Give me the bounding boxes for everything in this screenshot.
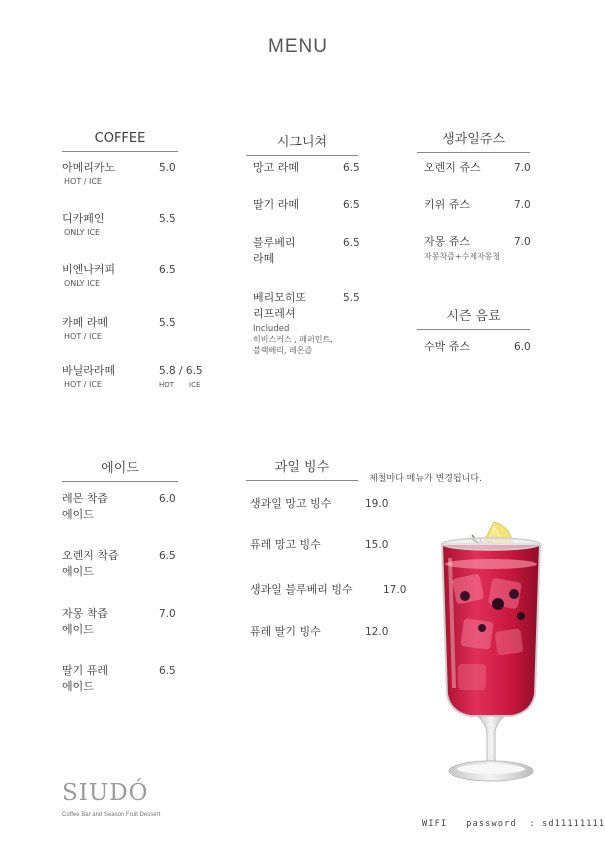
item-sub: HOT / ICE bbox=[64, 177, 102, 186]
item-price: 6.5 bbox=[343, 199, 360, 211]
wifi-label: WIFI bbox=[422, 819, 448, 829]
item-price: 5.0 bbox=[159, 162, 176, 174]
item-price: 5.8 / 6.5 bbox=[159, 365, 203, 377]
item-name: 에이드 bbox=[62, 565, 94, 578]
item-name: 딸기 퓨레 bbox=[62, 664, 109, 677]
item-price: 7.0 bbox=[159, 608, 176, 620]
item-price: 6.0 bbox=[514, 341, 531, 353]
bingsu-note: 제철마다 메뉴가 변경됩니다. bbox=[369, 474, 482, 484]
item-name: 딸기 라떼 bbox=[253, 198, 300, 211]
item-price: 6.5 bbox=[159, 550, 176, 562]
wifi-separator: : bbox=[529, 819, 536, 829]
item-price: 6.5 bbox=[159, 264, 176, 276]
item-sub: ONLY ICE bbox=[64, 279, 101, 288]
coffee-heading: COFFEE bbox=[62, 131, 178, 152]
page-title: MENU bbox=[268, 36, 328, 57]
item-name: 생과일 망고 빙수 bbox=[250, 497, 332, 510]
item-price: 5.5 bbox=[159, 317, 176, 329]
item-name: 레몬 착즙 bbox=[62, 492, 109, 505]
item-price: 6.0 bbox=[159, 493, 176, 505]
item-note: Included bbox=[253, 324, 290, 334]
item-note: 히비스커스 , 페퍼민트, bbox=[253, 335, 333, 344]
item-name: 생과일 블루베리 빙수 bbox=[250, 583, 353, 596]
red-drink-glass-image bbox=[432, 518, 550, 788]
item-name: 베리모히또 bbox=[253, 291, 307, 304]
item-price: 7.0 bbox=[514, 162, 531, 174]
wifi-password-label: password bbox=[466, 819, 517, 829]
item-name: 블루베리 bbox=[253, 236, 296, 249]
item-price: 15.0 bbox=[365, 539, 389, 551]
fresh-juice-heading: 생과일쥬스 bbox=[417, 128, 530, 153]
item-name: 망고 라떼 bbox=[253, 161, 300, 174]
item-name: 디카페인 bbox=[62, 212, 105, 225]
item-name: 오렌지 착즙 bbox=[62, 549, 119, 562]
item-name: 아메리카노 bbox=[62, 161, 116, 174]
item-name: 비엔나커피 bbox=[62, 263, 116, 276]
brand-logo: SIUDÓ bbox=[62, 780, 149, 806]
item-name: 리프레셔 bbox=[253, 307, 296, 320]
item-name: 퓨레 망고 빙수 bbox=[250, 538, 321, 551]
item-price: 19.0 bbox=[365, 498, 389, 510]
item-sub: 자몽착즙+수제자몽청 bbox=[424, 252, 501, 261]
item-name: 오렌지 쥬스 bbox=[424, 161, 481, 174]
item-name: 자몽 쥬스 bbox=[424, 235, 471, 248]
bingsu-heading: 과일 빙수 bbox=[246, 456, 358, 481]
price-hot-label: HOT bbox=[159, 381, 175, 389]
brand-tagline: Coffee Bar and Season Fruit Dessert bbox=[62, 812, 161, 818]
wifi-info bbox=[422, 819, 605, 829]
item-price: 5.5 bbox=[159, 213, 176, 225]
item-price: 5.5 bbox=[343, 292, 360, 304]
season-drink-heading: 시즌 음료 bbox=[417, 305, 530, 330]
item-name: 카페 라떼 bbox=[62, 316, 109, 329]
item-name: 바닐라라떼 bbox=[62, 364, 116, 377]
price-ice-label: ICE bbox=[189, 381, 201, 389]
item-name: 에이드 bbox=[62, 508, 94, 521]
item-name: 키위 쥬스 bbox=[424, 198, 471, 211]
item-sub: ONLY ICE bbox=[64, 228, 101, 237]
signature-heading: 시그니쳐 bbox=[246, 131, 358, 156]
item-name: 라떼 bbox=[253, 252, 275, 265]
item-sub: HOT / ICE bbox=[64, 380, 102, 389]
item-sub: HOT / ICE bbox=[64, 332, 102, 341]
item-note: 블랙베리, 레몬즙 bbox=[253, 346, 313, 355]
item-name: 에이드 bbox=[62, 680, 94, 693]
ade-heading: 에이드 bbox=[62, 457, 178, 482]
item-price: 6.5 bbox=[343, 162, 360, 174]
item-name: 자몽 착즙 bbox=[62, 607, 109, 620]
item-name: 수박 쥬스 bbox=[424, 340, 471, 353]
item-name: 에이드 bbox=[62, 623, 94, 636]
wifi-password: sd11111111 bbox=[542, 819, 605, 829]
item-price: 6.5 bbox=[343, 237, 360, 249]
item-price: 12.0 bbox=[365, 626, 389, 638]
item-name: 퓨레 딸기 빙수 bbox=[250, 625, 321, 638]
item-price: 7.0 bbox=[514, 199, 531, 211]
item-price: 6.5 bbox=[159, 665, 176, 677]
item-price: 7.0 bbox=[514, 236, 531, 248]
item-price: 17.0 bbox=[383, 584, 407, 596]
